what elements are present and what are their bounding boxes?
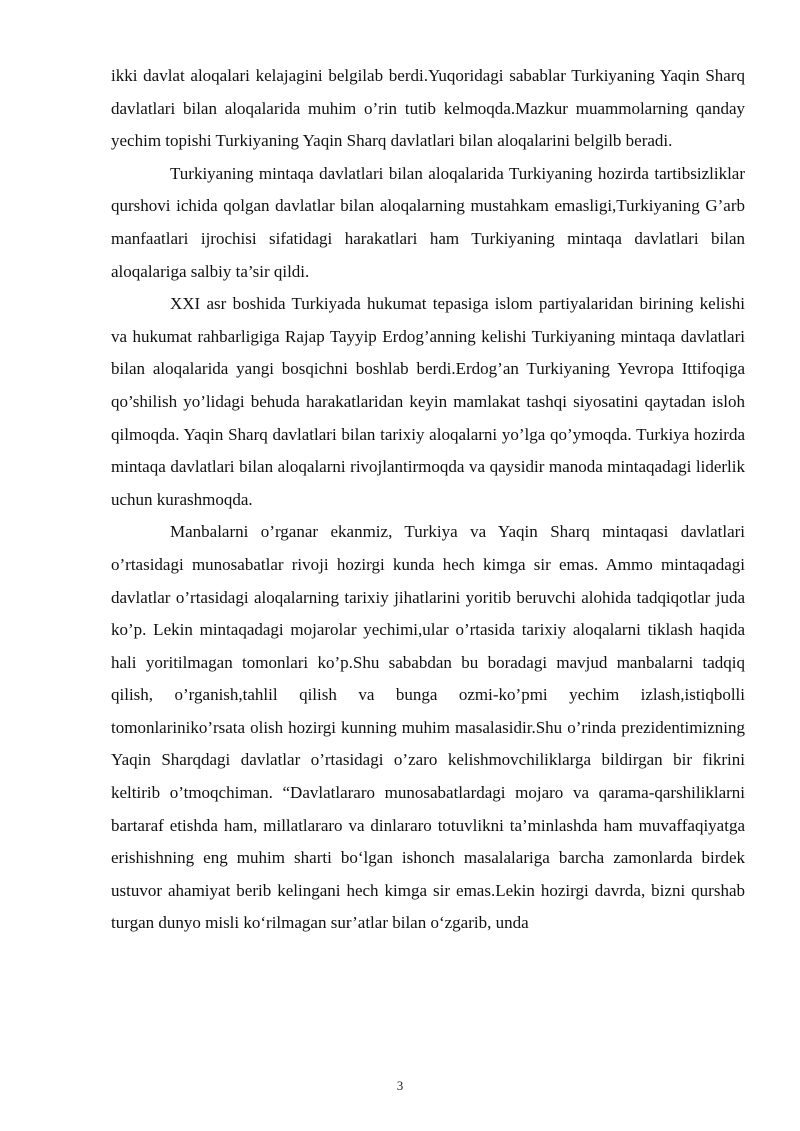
paragraph-turkey-relations: Turkiyaning mintaqa davlatlari bilan aloqalarida Turkiyaning hozirda tartibsizliklar qurshovi ichida qolgan davlatlar bilan aloqalarning mustahkam emasligi,Turkiyaning G’arb manfaatlari ijrochisi sifatidagi harakatlari ham Turkiyaning mintaqa davlatlari bilan aloqalariga salbiy ta’sir qildi.: [111, 163, 745, 281]
paragraph-sources: Manbalarni o’rganar ekanmiz, Turkiya va Yaqin Sharq mintaqasi davlatlari o’rtasidagi munosabatlar rivoji hozirgi kunda hech kimga sir emas. Ammo mintaqadagi davlatlar o’rtasidagi aloqalarning tarixiy jihatlarini yoritib beruvchi alohida tadqiqotlar juda ko’p. Lekin mintaqadagi mojarolar yechimi,ular o’rtasida tarixiy aloqalarni tiklash haqida hali yoritilmagan tomonlari ko’p.Shu sababdan bu boradagi mavjud manbalarni tadqiq qilish, o’rganish,tahlil qilish va bunga ozmi-ko’pmi yechim izlash,istiqbolli tomonlariniko’rsata olish hozirgi kunning muhim masalasidir.Shu o’rinda prezidentimizning Yaqin Sharqdagi davlatlar o’rtasidagi o’zaro kelishmovchiliklarga bildirgan bir fikrini keltirib o’tmoqchiman. “Davlatlararo munosabatlardagi mojaro va qarama-qarshiliklarni bartaraf etishda ham, millatlararo va dinlararo totuvlikni ta’minlashda ham muvaffaqiyatga erishishning eng muhim sharti bo‘lgan ishonch masalalariga barcha zamonlarda birdek ustuvor ahamiyat berib kelingani hech kimga sir emas.Lekin hozirgi davrda, bizni qurshab turgan dunyo misli ko‘rilmagan sur’atlar bilan o‘zgarib, unda: [111, 522, 745, 933]
paragraph-continuation: ikki davlat aloqalari kelajagini belgilab berdi.Yuqoridagi sabablar Turkiyaning Yaqin Sharq davlatlari bilan aloqalarida muhim o’rin tutib kelmoqda.Mazkur muammolarning qanday yechim topishi Turkiyaning Yaqin Sharq davlatlari bilan aloqalarini belgilb beradi.: [111, 66, 745, 151]
page-number: 3: [396, 1078, 404, 1093]
document-page: [111, 60, 745, 940]
paragraph-xxi-century: XXI asr boshida Turkiyada hukumat tepasiga islom partiyalaridan birining kelishi va hukumat rahbarligiga Rajap Tayyip Erdog’anning kelishi Turkiyaning mintaqa davlatlari bilan aloqalarida yangi bosqichni boshlab berdi.Erdog’an Turkiyaning Yevropa Ittifoqiga qo’shilish yo’lidagi behuda harakatlaridan keyin mamlakat tashqi siyosatini qaytadan isloh qilmoqda. Yaqin Sharq davlatlari bilan tarixiy aloqalarni yo’lga qo’ymoqda. Turkiya hozirda mintaqa davlatlari bilan aloqalarni rivojlantirmoqda va qaysidir manoda mintaqadagi liderlik uchun kurashmoqda.: [111, 294, 745, 509]
